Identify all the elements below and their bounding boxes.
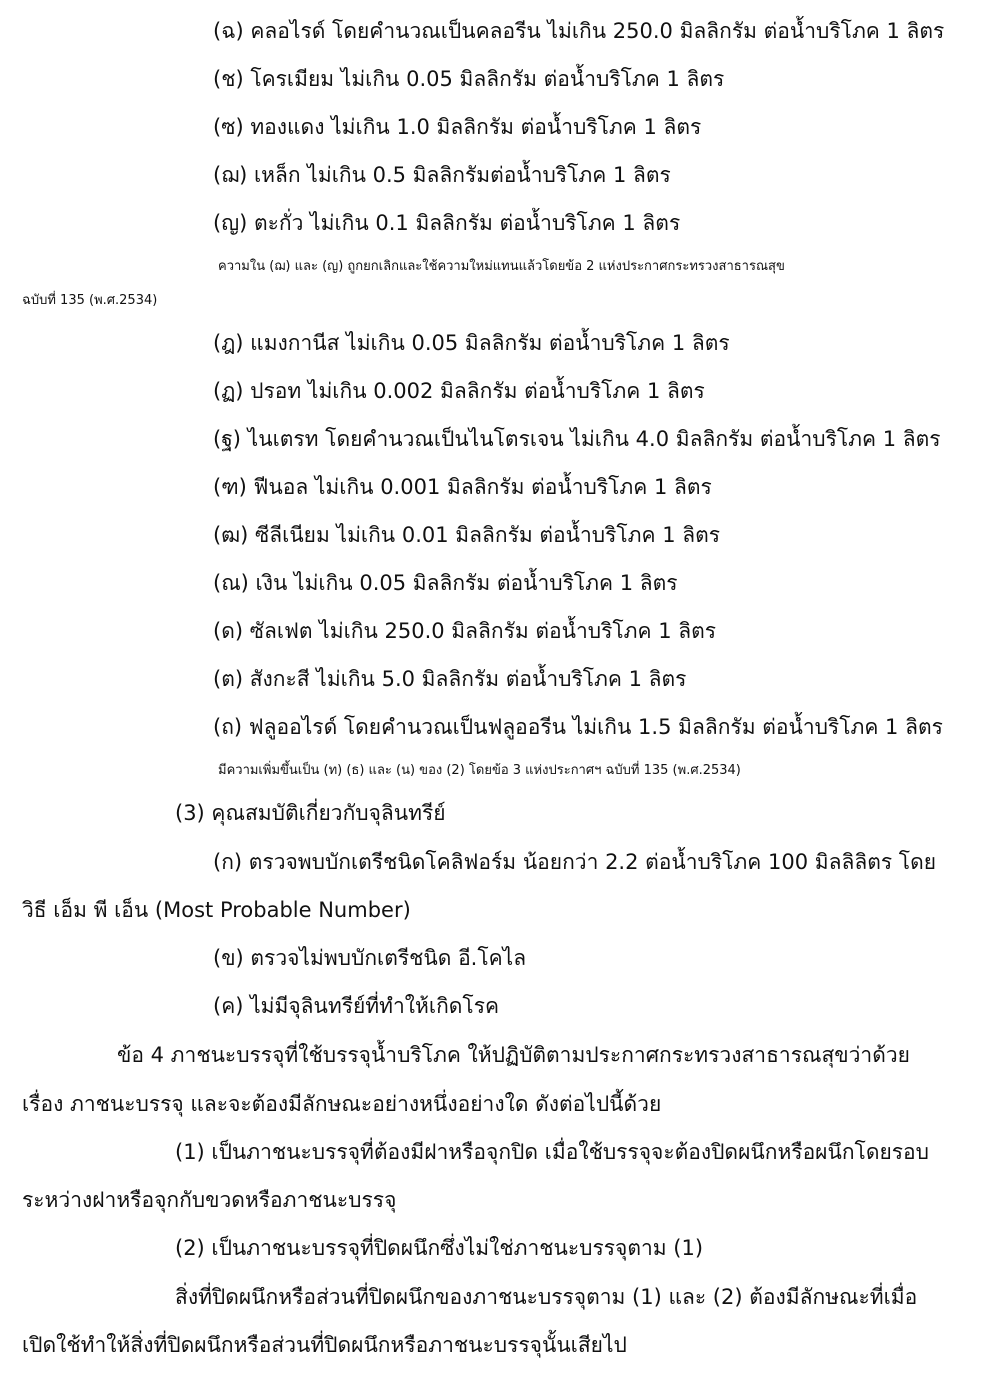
amendment-note-1-cont: ฉบับที่ 135 (พ.ศ.2534) xyxy=(22,293,158,308)
item-copper: (ซ) ทองแดง ไม่เกิน 1.0 มิลลิกรัม ต่อน้ำบริโภค 1 ลิตร xyxy=(213,115,702,139)
item-mercury: (ฏ) ปรอท ไม่เกิน 0.002 มิลลิกรัม ต่อน้ำบริโภค 1 ลิตร xyxy=(213,379,705,403)
clause-4-item-1: (1) เป็นภาชนะบรรจุที่ต้องมีฝาหรือจุกปิด เมื่อใช้บรรจุจะต้องปิดผนึกหรือผนึกโดยรอบ xyxy=(175,1140,930,1164)
item-fluoride: (ถ) ฟลูออไรด์ โดยคำนวณเป็นฟลูออรีน ไม่เกิน 1.5 มิลลิกรัม ต่อน้ำบริโภค 1 ลิตร xyxy=(213,715,943,739)
amendment-note-1: ความใน (ฌ) และ (ญ) ถูกยกเลิกและใช้ความใหม่แทนแล้วโดยข้อ 2 แห่งประกาศกระทรวงสาธารณสุข xyxy=(218,259,785,274)
clause-4-item-2: (2) เป็นภาชนะบรรจุที่ปิดผนึกซึ่งไม่ใช่ภาชนะบรรจุตาม (1) xyxy=(175,1236,704,1260)
item-phenol: (ฑ) ฟีนอล ไม่เกิน 0.001 มิลลิกรัม ต่อน้ำบริโภค 1 ลิตร xyxy=(213,475,712,499)
clause-4-paragraph: ข้อ 4 ภาชนะบรรจุที่ใช้บรรจุน้ำบริโภค ให้ปฏิบัติตามประกาศกระทรวงสาธารณสุขว่าด้วย xyxy=(117,1043,910,1067)
item-nitrate: (ฐ) ไนเตรท โดยคำนวณเป็นไนโตรเจน ไม่เกิน 4.0 มิลลิกรัม ต่อน้ำบริโภค 1 ลิตร xyxy=(213,427,941,451)
item-sulfate: (ด) ซัลเฟต ไม่เกิน 250.0 มิลลิกรัม ต่อน้ำบริโภค 1 ลิตร xyxy=(213,619,717,643)
micro-item-coliform: (ก) ตรวจพบบักเตรีชนิดโคลิฟอร์ม น้อยกว่า 2.2 ต่อน้ำบริโภค 100 มิลลิลิตร โดย xyxy=(213,850,937,874)
item-chromium: (ช) โครเมียม ไม่เกิน 0.05 มิลลิกรัม ต่อน้ำบริโภค 1 ลิตร xyxy=(213,67,725,91)
clause-4-paragraph-2-cont: เปิดใช้ทำให้สิ่งที่ปิดผนึกหรือส่วนที่ปิดผนึกหรือภาชนะบรรจุนั้นเสียไป xyxy=(22,1333,627,1357)
item-iron: (ฌ) เหล็ก ไม่เกิน 0.5 มิลลิกรัมต่อน้ำบริโภค 1 ลิตร xyxy=(213,163,671,187)
clause-4-item-1-cont: ระหว่างฝาหรือจุกกับขวดหรือภาชนะบรรจุ xyxy=(22,1188,397,1212)
amendment-note-2: มีความเพิ่มขึ้นเป็น (ท) (ธ) และ (น) ของ (2) โดยข้อ 3 แห่งประกาศฯ ฉบับที่ 135 (พ.ศ.2534) xyxy=(218,763,741,778)
section-heading-microbial: (3) คุณสมบัติเกี่ยวกับจุลินทรีย์ xyxy=(175,801,446,825)
micro-item-ecoli: (ข) ตรวจไม่พบบักเตรีชนิด อี.โคไล xyxy=(213,946,527,970)
item-selenium: (ฒ) ซีลีเนียม ไม่เกิน 0.01 มิลลิกรัม ต่อน้ำบริโภค 1 ลิตร xyxy=(213,523,721,547)
micro-item-coliform-cont: วิธี เอ็ม พี เอ็น (Most Probable Number) xyxy=(22,898,411,922)
item-zinc: (ต) สังกะสี ไม่เกิน 5.0 มิลลิกรัม ต่อน้ำบริโภค 1 ลิตร xyxy=(213,667,687,691)
item-chlorine: (ฉ) คลอไรด์ โดยคำนวณเป็นคลอรีน ไม่เกิน 250.0 มิลลิกรัม ต่อน้ำบริโภค 1 ลิตร xyxy=(213,19,945,43)
item-lead: (ญ) ตะกั่ว ไม่เกิน 0.1 มิลลิกรัม ต่อน้ำบริโภค 1 ลิตร xyxy=(213,211,681,235)
item-manganese: (ฎ) แมงกานีส ไม่เกิน 0.05 มิลลิกรัม ต่อน้ำบริโภค 1 ลิตร xyxy=(213,331,730,355)
clause-4-paragraph-2: สิ่งที่ปิดผนึกหรือส่วนที่ปิดผนึกของภาชนะบรรจุตาม (1) และ (2) ต้องมีลักษณะที่เมื่อ xyxy=(175,1285,918,1309)
item-silver: (ณ) เงิน ไม่เกิน 0.05 มิลลิกรัม ต่อน้ำบริโภค 1 ลิตร xyxy=(213,571,678,595)
micro-item-pathogen: (ค) ไม่มีจุลินทรีย์ที่ทำให้เกิดโรค xyxy=(213,994,500,1018)
clause-4-paragraph-cont: เรื่อง ภาชนะบรรจุ และจะต้องมีลักษณะอย่างหนึ่งอย่างใด ดังต่อไปนี้ด้วย xyxy=(22,1092,662,1116)
